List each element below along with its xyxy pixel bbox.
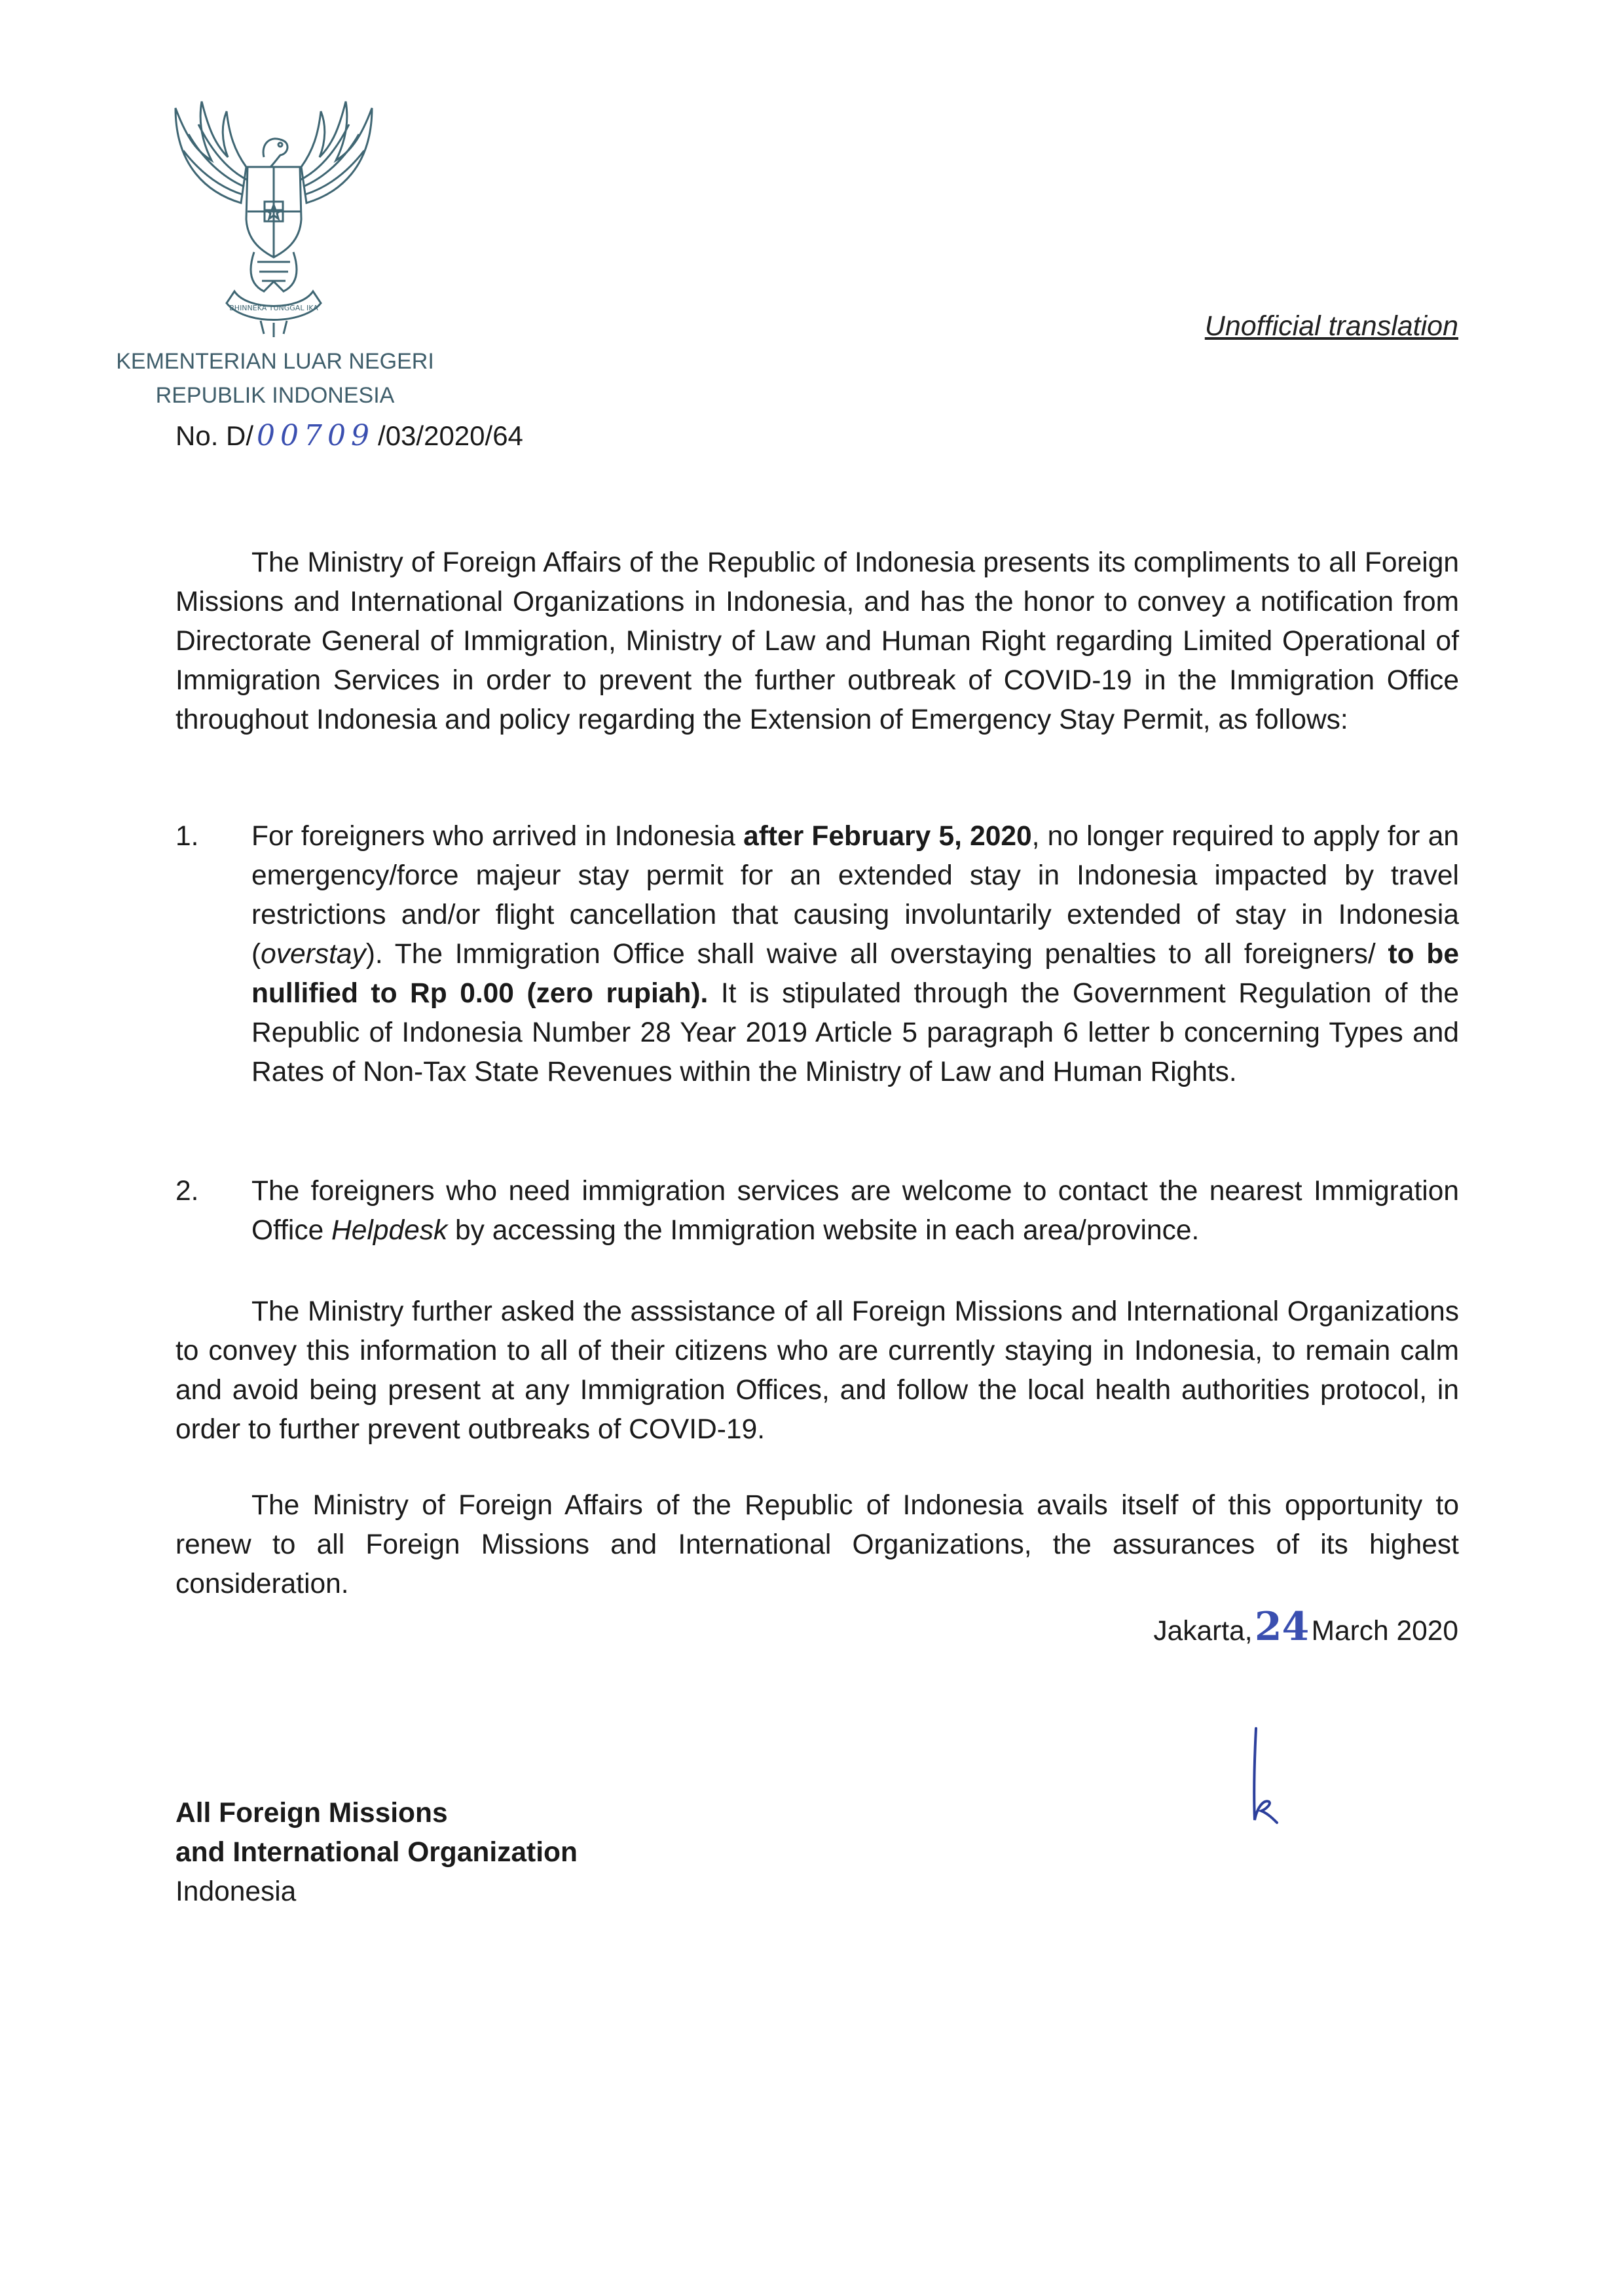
emblem-motto: BHINNEKA TUNGGAL IKA: [229, 304, 318, 312]
list-item-number: 1.: [175, 821, 199, 852]
ministry-country: REPUBLIK INDONESIA: [155, 383, 395, 408]
addressee-line3: Indonesia: [175, 1876, 297, 1907]
list-item-text: The foreigners who need immigration services are welcome to contact the nearest Immigration Office Helpdesk by accessing the Immigration website in each area/province.: [251, 1176, 1459, 1246]
list-item-number: 2.: [175, 1176, 199, 1207]
addressee-block: [175, 1794, 578, 1912]
signature-initial-icon: [1231, 1722, 1290, 1833]
reference-suffix: /03/2020/64: [378, 420, 523, 451]
request-paragraph: The Ministry further asked the asssistance of all Foreign Missions and International Organizations to convey this information to all of their citizens who are currently staying in Indonesia, to remain calm and avoid being present at any Immigration Offices, and follow the local health authorities protocol, in order to further prevent outbreaks of COVID-19.: [175, 1296, 1459, 1445]
garuda-emblem-icon: [149, 95, 398, 347]
list-item-text: For foreigners who arrived in Indonesia after February 5, 2020, no longer required to apply for an emergency/force majeur stay permit for an extended stay in Indonesia impacted by travel restrictions and/or flight cancellation that causing involuntarily extended of stay in Indonesia (overstay). The Immigration Office shall waive all overstaying penalties to all foreigners/ to be nullified to Rp 0.00 (zero rupiah). It is stipulated through the Government Regulation of the Republic of Indonesia Number 28 Year 2019 Article 5 paragraph 6 letter b concerning Types and Rates of Non-Tax State Revenues within the Ministry of Law and Human Rights.: [251, 821, 1459, 1087]
date-line: [1153, 1604, 1458, 1650]
reference-prefix: No. D/: [175, 420, 254, 451]
emphasis-date: after February 5, 2020: [743, 821, 1032, 852]
unofficial-translation-label: Unofficial translation: [1204, 310, 1458, 342]
closing-paragraph: The Ministry of Foreign Affairs of the Republic of Indonesia avails itself of this opportunity to renew to all Foreign Missions and International Organizations, the assurances of its highest consideration.: [175, 1490, 1459, 1599]
date-handwritten-day: 24: [1254, 1604, 1310, 1650]
opening-paragraph: The Ministry of Foreign Affairs of the Republic of Indonesia presents its compliments to all Foreign Missions and International Organizations in Indonesia, and has the honor to convey a notification from Directorate General of Immigration, Ministry of Law and Human Right regarding Limited Operational of Immigration Services in order to prevent the further outbreak of COVID-19 in the Immigration Office throughout Indonesia and policy regarding the Extension of Emergency Stay Permit, as follows:: [175, 547, 1459, 735]
list-item: [175, 1172, 1459, 1250]
reference-number: [175, 419, 523, 452]
emphasis-helpdesk: Helpdesk: [331, 1215, 448, 1246]
addressee-line1: All Foreign Missions: [175, 1798, 448, 1829]
date-month-year: March 2020: [1311, 1616, 1458, 1647]
addressee-line2: and International Organization: [175, 1837, 578, 1868]
ministry-letterhead: [105, 344, 445, 412]
date-city: Jakarta,: [1153, 1616, 1253, 1647]
ministry-name: KEMENTERIAN LUAR NEGERI: [116, 349, 434, 374]
emphasis-penalty: to be nullified to Rp 0.00 (zero rupiah).: [251, 939, 1459, 1009]
list-item: [175, 817, 1459, 1092]
reference-handwritten-number: 00709: [257, 419, 375, 452]
emphasis-overstay: overstay: [261, 939, 366, 970]
